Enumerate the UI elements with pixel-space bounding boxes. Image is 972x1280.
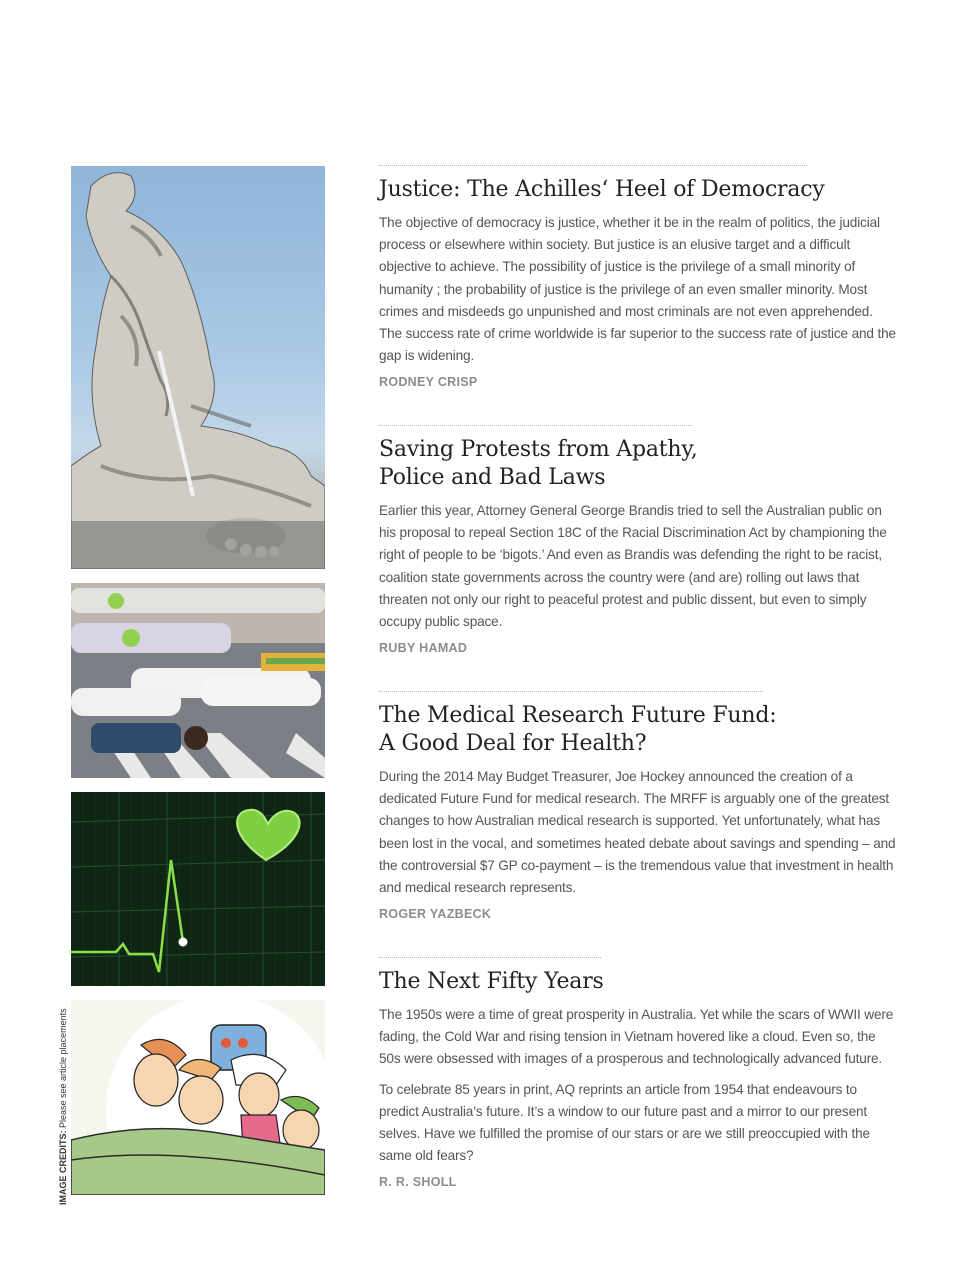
- article-divider: [379, 165, 807, 166]
- image-credits: [58, 1008, 68, 1205]
- achilles-statue-image: [71, 166, 325, 569]
- article-divider: [379, 691, 763, 692]
- article-title[interactable]: Justice: The Achilles‘ Heel of Democracy: [379, 177, 825, 202]
- article-author: RUBY HAMAD: [379, 641, 468, 656]
- image-credits-text: Please see article placements: [58, 1008, 68, 1131]
- protest-illustration-icon: [71, 583, 325, 778]
- article-justice: [379, 165, 899, 389]
- article-author: ROGER YAZBECK: [379, 907, 492, 922]
- image-credits-label: IMAGE CREDITS:: [58, 1130, 68, 1205]
- article-title-line-1: The Medical Research Future Fund:: [379, 703, 777, 728]
- article-title-line-2: A Good Deal for Health?: [379, 731, 647, 756]
- article-title-line-2: Police and Bad Laws: [379, 465, 606, 490]
- article-author: RODNEY CRISP: [379, 375, 478, 390]
- article-title[interactable]: The Next Fifty Years: [379, 969, 604, 994]
- article-title[interactable]: [379, 436, 899, 492]
- jetsons-image: [71, 1000, 325, 1195]
- article-summary: Earlier this year, Attorney General George Brandis tried to sell the Australian public on his proposal to repeal Section 18C of the Racial Discrimination Act by championing the right of people to be ‘bigots.’ And even as Brandis was defending the right to be racist, coalition state governments across the country were (and are) rolling out laws that threaten not only our right to peaceful protest and public dissent, but even to simply occupy public space.: [379, 503, 887, 630]
- heartbeat-image: [71, 792, 325, 986]
- article-saving-protests: [379, 425, 899, 655]
- article-divider: [379, 425, 693, 426]
- protest-image: [71, 583, 325, 778]
- article-title-line-1: Saving Protests from Apathy,: [379, 437, 698, 462]
- jetsons-illustration-icon: [71, 1000, 325, 1195]
- article-next-fifty-years: [379, 957, 899, 1189]
- article-summary: The objective of democracy is justice, whether it be in the realm of politics, the judicial process or elsewhere within society. But justice is an elusive target and a difficult objective to achieve. The possibility of justice is the privilege of a small minority of humanity ; the probability of justice is the privilege of an even smaller minority. Most crimes and misdeeds go unpunished and most criminals are not even apprehended. The success rate of crime worldwide is far superior to the success rate of justice and the gap is widening.: [379, 215, 896, 364]
- article-summary: The 1950s were a time of great prosperity in Australia. Yet while the scars of WWII were fading, the Cold War and rising tension in Vietnam hovered like a cloud. Even so, the 50s were obsessed with images of a prosperous and technologically advanced future.: [379, 1007, 894, 1067]
- article-title[interactable]: [379, 702, 899, 758]
- article-summary: During the 2014 May Budget Treasurer, Joe Hockey announced the creation of a dedicated Future Fund for medical research. The MRFF is arguably one of the greatest changes to how Australian medical research is supported. Yet unfortunately, what has been lost in the vocal, and sometimes heated debate about savings and spending – and the controversial $7 GP co-payment – is the tremendous value that investment in health and medical research represents.: [379, 769, 896, 896]
- statue-illustration-icon: [71, 166, 325, 569]
- article-author: R. R. SHOLL: [379, 1175, 457, 1190]
- article-divider: [379, 957, 601, 958]
- article-summary-continued: To celebrate 85 years in print, AQ reprints an article from 1954 that endeavours to predict Australia’s future. It’s a window to our future past and a mirror to our present selves. Have we fulfilled the promise of our stars or are we still preoccupied with the same old fears?: [379, 1081, 870, 1164]
- heartbeat-illustration-icon: [71, 792, 325, 986]
- article-medical-research-fund: [379, 691, 899, 921]
